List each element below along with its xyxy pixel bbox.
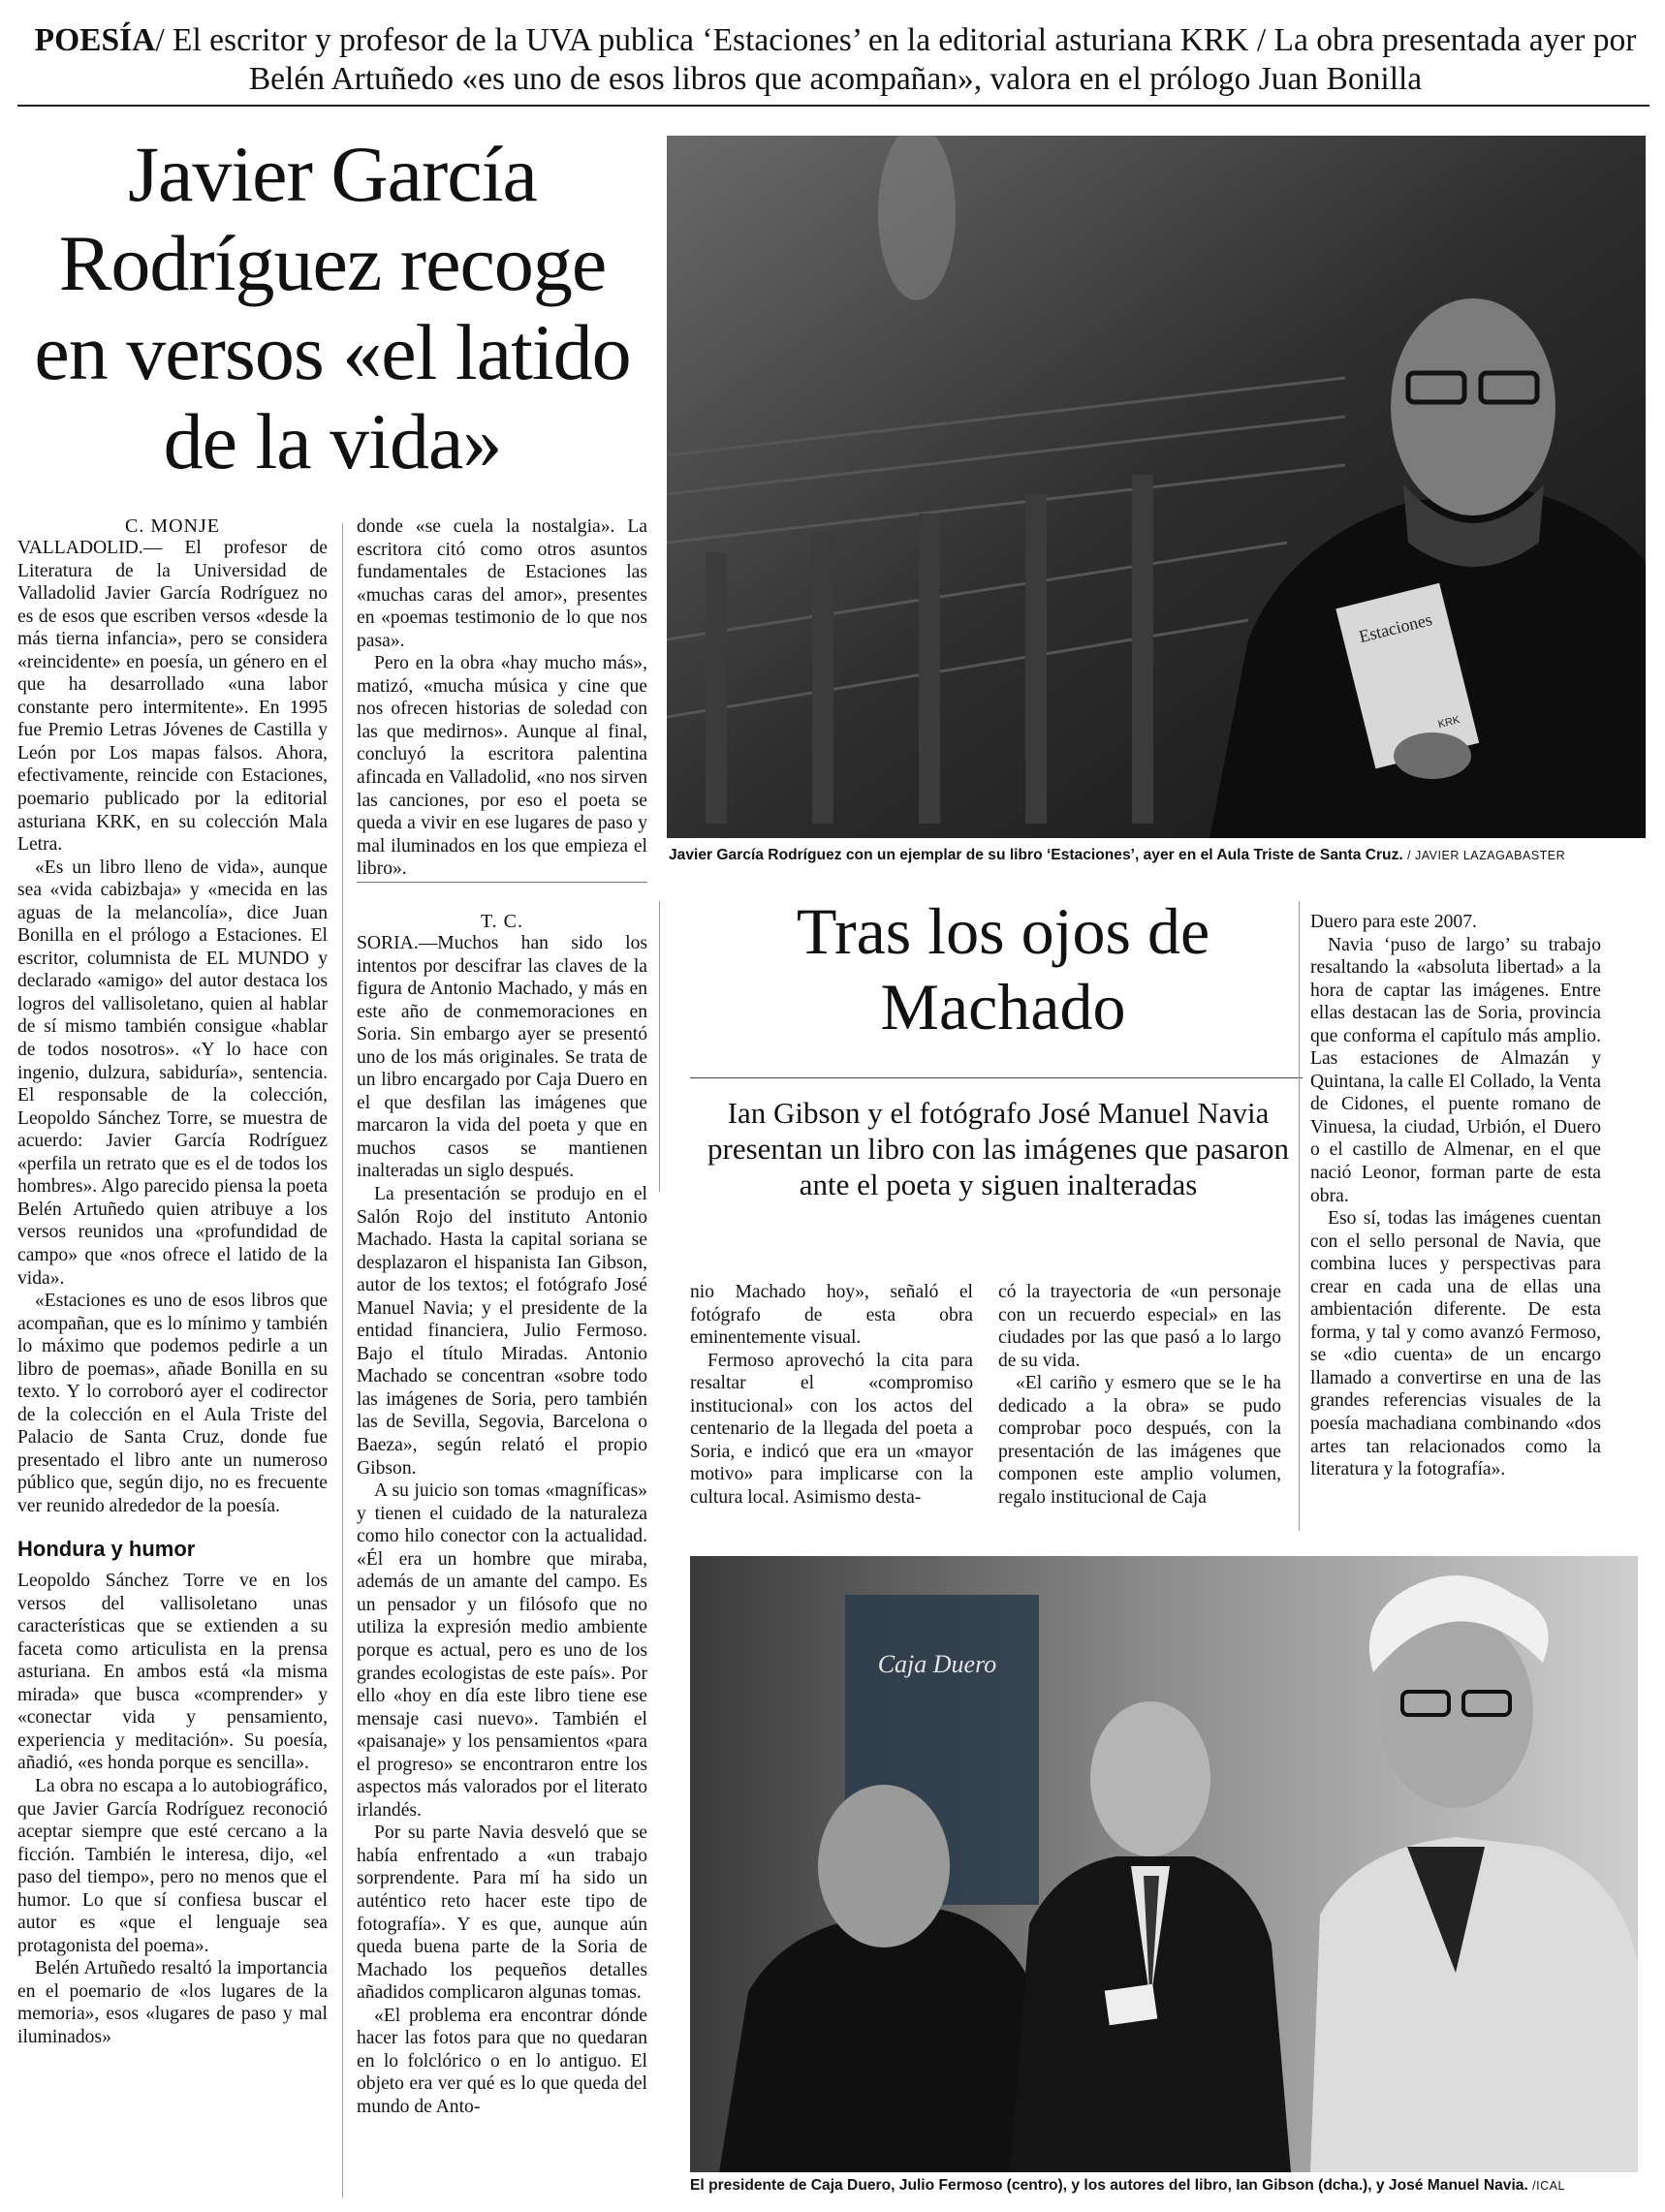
group-photo-illustration	[690, 1556, 1638, 2172]
photo-three-men	[690, 1556, 1638, 2172]
paragraph: nio Machado hoy», señaló el fotógrafo de esta obra eminentemente visual.	[690, 1282, 973, 1349]
byline-article1: C. MONJE	[124, 515, 220, 537]
article2-columnD	[1310, 911, 1601, 1481]
photo-caption-article2	[690, 2176, 1565, 2196]
column-divider	[342, 523, 343, 2197]
photo-credit: /ICAL	[1532, 2179, 1565, 2193]
deck-article2: Ian Gibson y el fotógrafo José Manuel Navia presentan un libro con las imágenes que pasaron ante el poeta y siguen inalteradas	[707, 1096, 1290, 1201]
paragraph: «Es un libro lleno de vida», aunque sea «vida cabizbaja» y «mecida en las aguas de la melancolía», dice Juan Bonilla en el prólogo a Estaciones. El escritor, columnista de EL MUNDO y declarado «amigo» del autor destaca los logros del vallisoletano, quien al hablar de sí mismo también consigue «hablar de todos nosotros». «Y lo hace con ingenio, dulzura, sabiduría», sentencia. El responsable de la colección, Leopoldo Sánchez Torre, se muestra de acuerdo: Javier García Rodríguez «perfila un retrato que es el de todos los hombres». Algo parecido piensa la poeta Belén Artuñedo quien atribuye a los versos reunidos una «profundidad de campo» que «nos ofrece el latido de la vida».	[17, 857, 328, 1289]
article2-columnC	[998, 1281, 1281, 1509]
article2-columnA	[357, 932, 647, 2118]
paragraph: «El problema era encontrar dónde hacer las fotos para que no quedaran en lo folclórico o en lo antiguo. El objeto era ver qué es lo que queda del mundo de Anto-	[357, 2005, 647, 2117]
paragraph: SORIA.—Muchos han sido los intentos por descifrar las claves de la figura de Antonio Machado, y más en este año de conmemoraciones en Soria. Sin embargo ayer se presentó uno de los más originales. Se trata de un libro encargado por Caja Duero en el que desfilan las imágenes que marcaron la vida del poeta y que en muchos casos se mantienen inalteradas un siglo después.	[357, 933, 647, 1182]
book-publisher: KRK	[1436, 714, 1461, 732]
paragraph: La obra no escapa a lo autobiográfico, que Javier García Rodríguez reconoció aceptar siempre que esté cercano a la ficción. También le interesa, dijo, «el paso del tiempo», pero no menos que el humor. Lo que sí confiesa buscar el autor es «que el lenguaje sea protagonista del poema».	[17, 1775, 328, 1956]
paragraph: A su juicio son tomas «magníficas» y tienen el cuidado de la naturaleza como hilo conector con la actualidad. «Él era un hombre que miraba, además de un amante del campo. Es un pensador y un filósofo que no utiliza la expresión medio ambiente porque es actual, pero es uno de los grandes ecologistas de este país». Por ello «hoy en día este libro tiene ese mensaje casi nuevo». También el «paisanaje» y los pensamientos «para el progreso» se encontraron entre los aspectos más valorados por el literato irlandés.	[357, 1480, 647, 1821]
byline-article2: T. C.	[480, 911, 524, 932]
photo-caption-article1	[669, 846, 1565, 865]
paragraph: Pero en la obra «hay mucho más», matizó, «mucha música y cine que nos ofrecen historias de soledad con las que medirnos». Aunque al final, concluyó la escritora palentina afincada en Valladolid, «no nos sirven las canciones, por eso el poeta se queda a vivir en ese lugares de paso y mal iluminados en los que empieza el libro».	[357, 653, 647, 880]
paragraph: Duero para este 2007.	[1310, 912, 1477, 932]
headline-article2: Tras los ojos de Machado	[796, 894, 1210, 1044]
column-divider	[1299, 901, 1300, 1531]
author-photo-illustration	[667, 136, 1646, 838]
column-divider	[659, 901, 660, 1192]
article1-column2	[357, 515, 647, 881]
kicker-text: / El escritor y profesor de la UVA publica ‘Estaciones’ en la editorial asturiana KRK / La obra presentada ayer por Belén Artuñedo «es uno de esos libros que acompañan», valora en el prólogo Juan Bonilla	[155, 22, 1637, 97]
paragraph: Navia ‘puso de largo’ su trabajo resaltando la «absoluta libertad» a la hora de captar las imágenes. Entre ellas destacan las de Soria, provincia que conforma el capítulo más amplio. Las estaciones de Almazán y Quintana, la calle El Collado, la Venta de Cidones, el puente romano de Vinuesa, la ciudad, Urbión, el Duero o el castillo de Almenar, en el que nació Leonor, forman parte de esta obra.	[1310, 934, 1601, 1206]
paragraph: Belén Artuñedo resaltó la importancia en el poemario de «los lugares de la memoria», esos «lugares de paso y mal iluminados»	[17, 1958, 328, 2047]
photo-credit: / JAVIER LAZAGABASTER	[1407, 849, 1566, 862]
deck-rule	[690, 1077, 1303, 1078]
caption-text: Javier García Rodríguez con un ejemplar de su libro ‘Estaciones’, ayer en el Aula Triste de Santa Cruz.	[669, 847, 1403, 863]
paragraph: «El cariño y esmero que se le ha dedicado a la obra» se pudo comprobar poco después, con la presentación de las imágenes que componen este amplio volumen, regalo institucional de Caja	[998, 1373, 1281, 1508]
article2-columnB	[690, 1281, 973, 1509]
photo-author-with-book	[667, 136, 1646, 838]
book-title: Estaciones	[1357, 609, 1434, 647]
subhead: Hondura y humor	[17, 1536, 196, 1561]
paragraph: Eso sí, todas las imágenes cuentan con el sello personal de Navia, que combina luces y perspectivas para crear en cada una de ellas una ambientación diferente. De esta forma, y tal y como avanzó Fermoso, se «dio cuenta» de un encargo llamado a convertirse en una de las grandes referencias visuales de la poesía machadiana combinando «dos artes tan relacionados como la literatura y la fotografía».	[1310, 1208, 1601, 1480]
paragraph: donde «se cuela la nostalgia». La escritora citó como otros asuntos fundamentales de Estaciones las «muchas caras del amor», presentes en «poemas testimonio de lo que nos pasa».	[357, 516, 647, 651]
paragraph: Por su parte Navia desveló que se había enfrentado a «un trabajo sorprendente. Para mí ha sido un auténtico reto hacer este tipo de fotografía». Y es que, aunque aún queda buena parte de la Soria de Machado los pequeños detalles añadidos complicaron algunas tomas.	[357, 1823, 647, 2004]
paragraph: «Estaciones es uno de esos libros que acompañan, que es lo mínimo y también lo máximo que podemos pedirle a un libro de poemas», añade Bonilla en su texto. Y lo corroboró ayer el codirector de la colección en el Aula Triste del Palacio de Santa Cruz, donde fue presentado el libro ante un numeroso público que, según dijo, no es frecuente ver reunido alrededor de la poesía.	[17, 1291, 328, 1516]
article1-column1	[17, 537, 328, 2049]
section-label: POESÍA	[34, 22, 156, 58]
paragraph: có la trayectoria de «un personaje con un recuerdo especial» en las ciudades por las que pasó a lo largo de su vida.	[998, 1282, 1281, 1371]
paragraph: VALLADOLID.— El profesor de Literatura de la Universidad de Valladolid Javier García Rodríguez no es de esos que escriben versos «desde la más tierna infancia», pero se considera «reincidente» en poesía, un género en el que ha desarrollado «una labor constante pero intermitente». En 1995 fue Premio Letras Jóvenes de Castilla y León por Los mapas falsos. Ahora, efectivamente, reincide con Estaciones, poemario publicado por la editorial asturiana KRK, en su colección Mala Letra.	[17, 538, 328, 856]
paragraph: La presentación se produjo en el Salón Rojo del instituto Antonio Machado. Hasta la capital soriana se desplazaron el hispanista Ian Gibson, autor de los textos; el fotógrafo José Manuel Navia; y el presidente de la entidad financiera, Julio Fermoso. Bajo el título Miradas. Antonio Machado se concentran «sobre todo las imágenes de Soria, pero también las de Sevilla, Segovia, Barcelona o Baeza», según relató el propio Gibson.	[357, 1184, 647, 1479]
top-rule	[17, 105, 1649, 107]
headline-main: Javier García Rodríguez recoge en versos «el latido de la vida»	[34, 130, 631, 485]
paragraph: Leopoldo Sánchez Torre ve en los versos del vallisoletano unas características que se extienden a su faceta como articulista en la prensa asturiana. En ambos está «la misma mirada» que busca «comprender» y «conectar vida y pensamiento, experiencia y meditación». Su poesía, añadió, «es honda porque es sencilla».	[17, 1571, 328, 1774]
caption-text: El presidente de Caja Duero, Julio Fermoso (centro), y los autores del libro, Ian Gibson (dcha.), y José Manuel Navia.	[690, 2177, 1528, 2194]
article-separator	[357, 882, 647, 883]
kicker	[21, 21, 1649, 99]
paragraph: Fermoso aprovechó la cita para resaltar el «compromiso institucional» con los actos del centenario de la llegada del poeta a Soria, e indicó que era un «mayor motivo» para implicarse con la cultura local. Asimismo desta-	[690, 1350, 973, 1508]
banner-logo: Caja Duero	[877, 1650, 997, 1678]
